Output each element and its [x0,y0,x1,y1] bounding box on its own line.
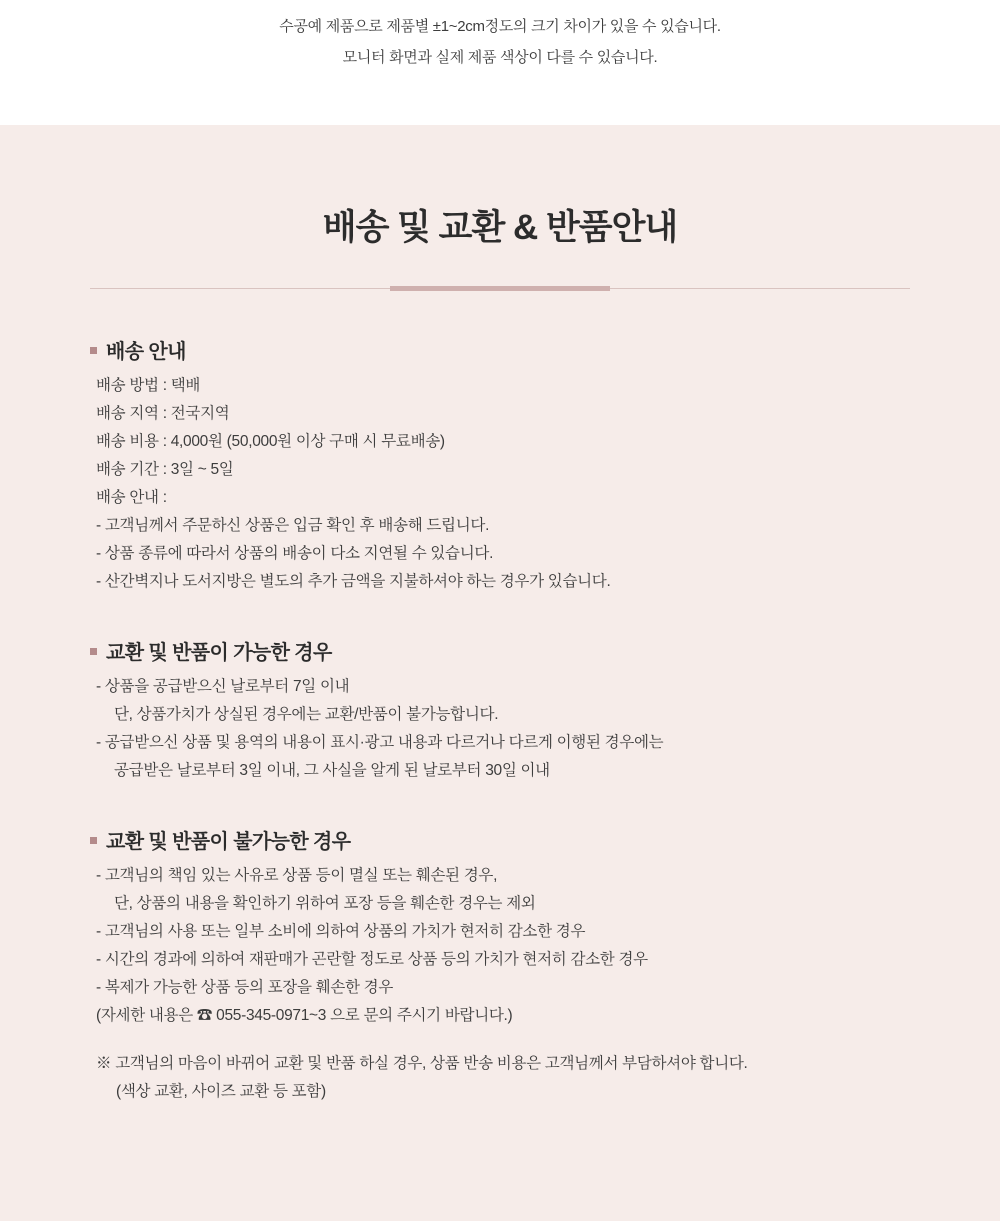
square-bullet-icon [90,837,97,844]
exchange-allowed-item-1: - 상품을 공급받으신 날로부터 7일 이내 [96,678,350,695]
shipping-return-panel [0,125,1000,1221]
shipping-notice-item-3: - 산간벽지나 도서지방은 별도의 추가 금액을 지불하셔야 하는 경우가 있습니다. [96,573,611,590]
shipping-area-line: 배송 지역 : 전국지역 [96,405,230,422]
exchange-allowed-item-1-sub: 단, 상품가치가 상실된 경우에는 교환/반품이 불가능합니다. [114,706,499,723]
shipping-notice-item-1: - 고객님께서 주문하신 상품은 입금 확인 후 배송해 드립니다. [96,517,490,534]
section-heading [90,636,910,665]
exchange-allowed-item-2-sub: 공급받은 날로부터 3일 이내, 그 사실을 알게 된 날로부터 30일 이내 [114,762,550,779]
section-title: 배송 안내 [106,341,186,363]
exchange-not-allowed-item-2: - 고객님의 사용 또는 일부 소비에 의하여 상품의 가치가 현저히 감소한 경우 [96,923,586,940]
top-notice-line-1: 수공예 제품으로 제품별 ±1~2cm정도의 크기 차이가 있을 수 있습니다. [279,18,721,35]
exchange-not-allowed-item-1: - 고객님의 책임 있는 사유로 상품 등이 멸실 또는 훼손된 경우, [96,867,498,884]
section-heading [90,825,910,854]
section-exchange-not-allowed [90,825,910,1030]
shipping-notice-label: 배송 안내 : [96,489,167,506]
section-exchange-allowed [90,636,910,785]
top-notice-line-2: 모니터 화면과 실제 제품 색상이 다를 수 있습니다. [342,49,658,66]
divider-accent-bar [390,286,610,291]
panel-content [90,291,910,1106]
shipping-notice-item-2: - 상품 종류에 따라서 상품의 배송이 다소 지연될 수 있습니다. [96,545,494,562]
exchange-not-allowed-item-4: - 복제가 가능한 상품 등의 포장을 훼손한 경우 [96,979,394,996]
title-divider [90,286,910,291]
exchange-allowed-item-2: - 공급받으신 상품 및 용역의 내용이 표시·광고 내용과 다르거나 다르게 이행된 경우에는 [96,734,664,751]
customer-service-phone-line: (자세한 내용은 ☎ 055-345-0971~3 으로 문의 주시기 바랍니다.) [96,1007,513,1024]
square-bullet-icon [90,347,97,354]
return-cost-note: ※ 고객님의 마음이 바뀌어 교환 및 반품 하실 경우, 상품 반송 비용은 고객님께서 부담하셔야 합니다. [96,1055,748,1072]
footer-notes [90,1050,910,1106]
section-spacer [90,799,910,825]
shipping-period-line: 배송 기간 : 3일 ~ 5일 [96,461,234,478]
exchange-not-allowed-item-3: - 시간의 경과에 의하여 재판매가 곤란할 정도로 상품 등의 가치가 현저히 감소한 경우 [96,951,648,968]
top-notice [0,0,1000,125]
section-title: 교환 및 반품이 가능한 경우 [106,642,332,664]
square-bullet-icon [90,648,97,655]
section-title: 교환 및 반품이 불가능한 경우 [106,831,351,853]
section-spacer [90,610,910,636]
section-shipping-info [90,335,910,596]
return-cost-note-sub: (색상 교환, 사이즈 교환 등 포함) [116,1083,326,1100]
section-heading [90,335,910,364]
exchange-not-allowed-item-1-sub: 단, 상품의 내용을 확인하기 위하여 포장 등을 훼손한 경우는 제외 [114,895,536,912]
shipping-method-line: 배송 방법 : 택배 [96,377,201,394]
page-title: 배송 및 교환 & 반품안내 [322,208,678,247]
shipping-cost-line: 배송 비용 : 4,000원 (50,000원 이상 구매 시 무료배송) [96,433,445,450]
